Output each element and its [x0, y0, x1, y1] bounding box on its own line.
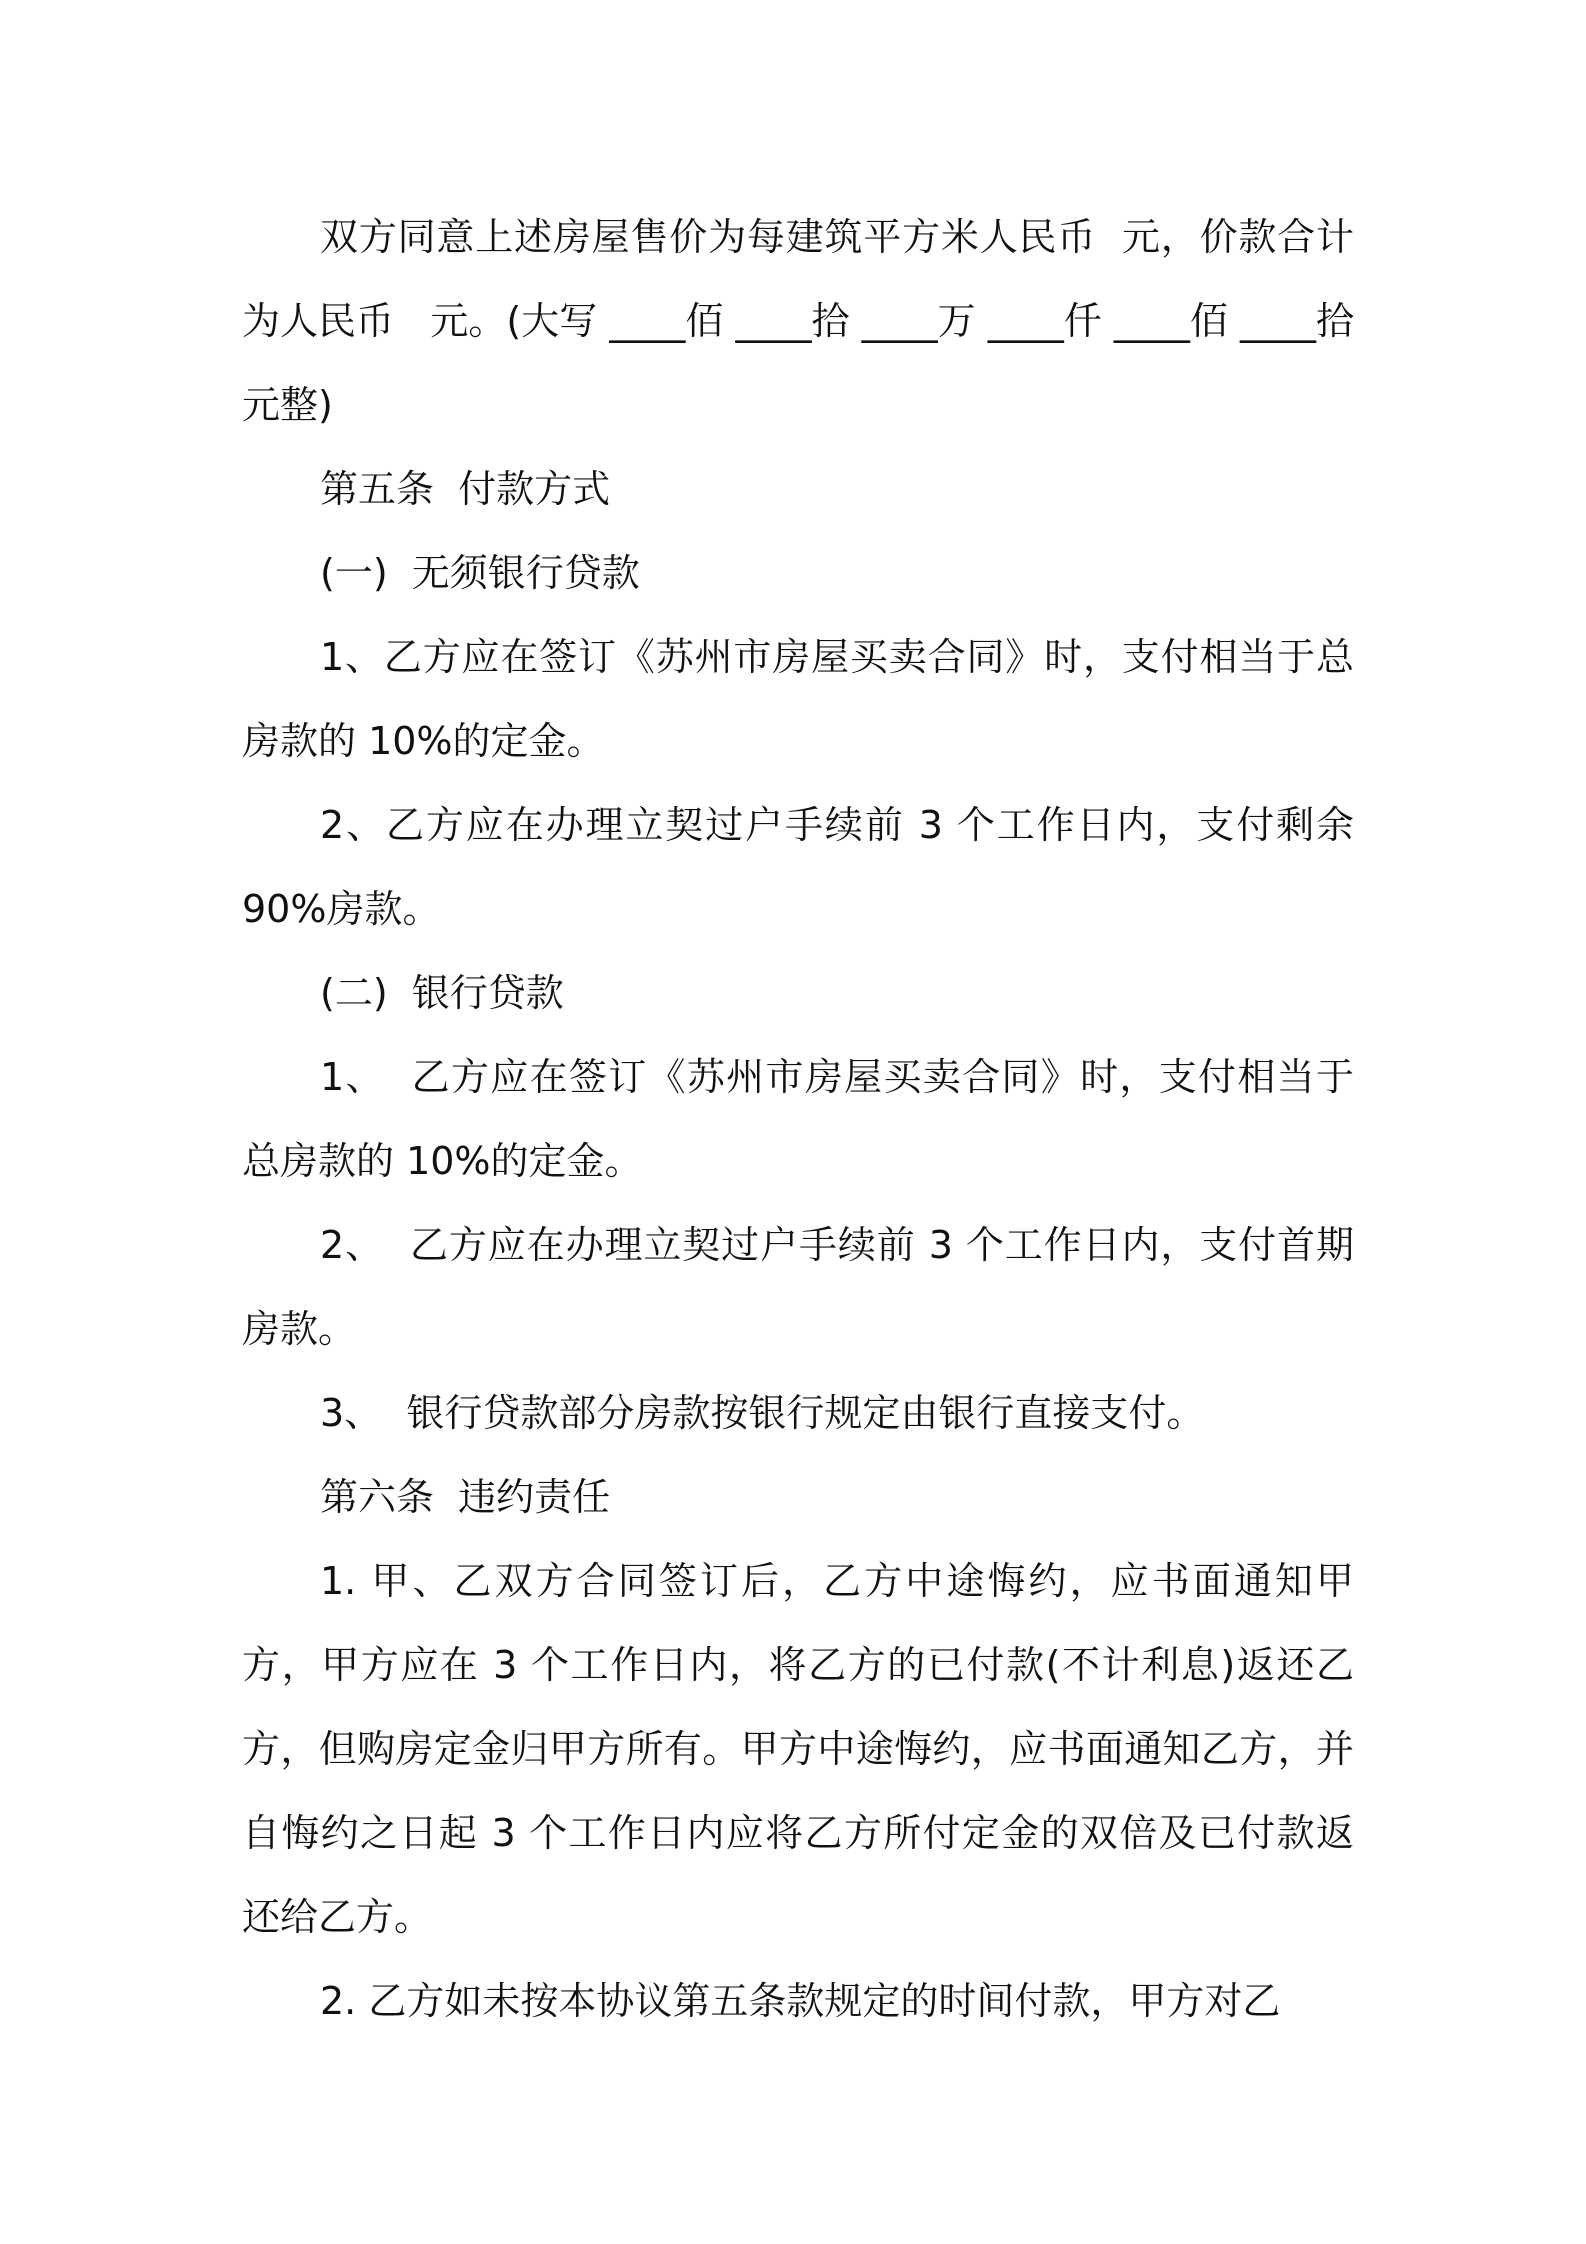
- no-loan-item-1: 1、乙方应在签订《苏州市房屋买卖合同》时，支付相当于总房款的 10%的定金。: [242, 635, 1354, 763]
- bank-loan-item-2: 2、 乙方应在办理立契过户手续前 3 个工作日内，支付首期房款。: [242, 1223, 1354, 1351]
- article-five-heading: 第五条 付款方式: [320, 467, 611, 511]
- bank-loan-item-3: 3、 银行贷款部分房款按银行规定由银行直接支付。: [320, 1391, 1205, 1435]
- bank-loan-item-1: 1、 乙方应在签订《苏州市房屋买卖合同》时，支付相当于总房款的 10%的定金。: [242, 1055, 1354, 1183]
- no-loan-item-2: 2、乙方应在办理立契过户手续前 3 个工作日内，支付剩余 90%房款。: [242, 803, 1367, 931]
- subsection-bank-loan-heading: (二) 银行贷款: [320, 971, 564, 1015]
- subsection-no-loan-heading: (一) 无须银行贷款: [320, 551, 640, 595]
- article-six-heading: 第六条 违约责任: [320, 1475, 611, 1519]
- contract-text: [242, 195, 1367, 2043]
- liability-item-2: 2. 乙方如未按本协议第五条款规定的时间付款，甲方对乙: [320, 1979, 1281, 2023]
- price-paragraph: 双方同意上述房屋售价为每建筑平方米人民币 元，价款合计为人民币 元。(大写 ____佰 ____拾 ____万 ____仟 ____佰 ____拾元整): [242, 215, 1354, 427]
- liability-item-1: 1. 甲、乙双方合同签订后，乙方中途悔约，应书面通知甲方，甲方应在 3 个工作日内，将乙方的已付款(不计利息)返还乙方，但购房定金归甲方所有。甲方中途悔约，应书面通知乙方，并自悔约之日起 3 个工作日内应将乙方所付定金的双倍及已付款返还给乙方。: [242, 1559, 1354, 1939]
